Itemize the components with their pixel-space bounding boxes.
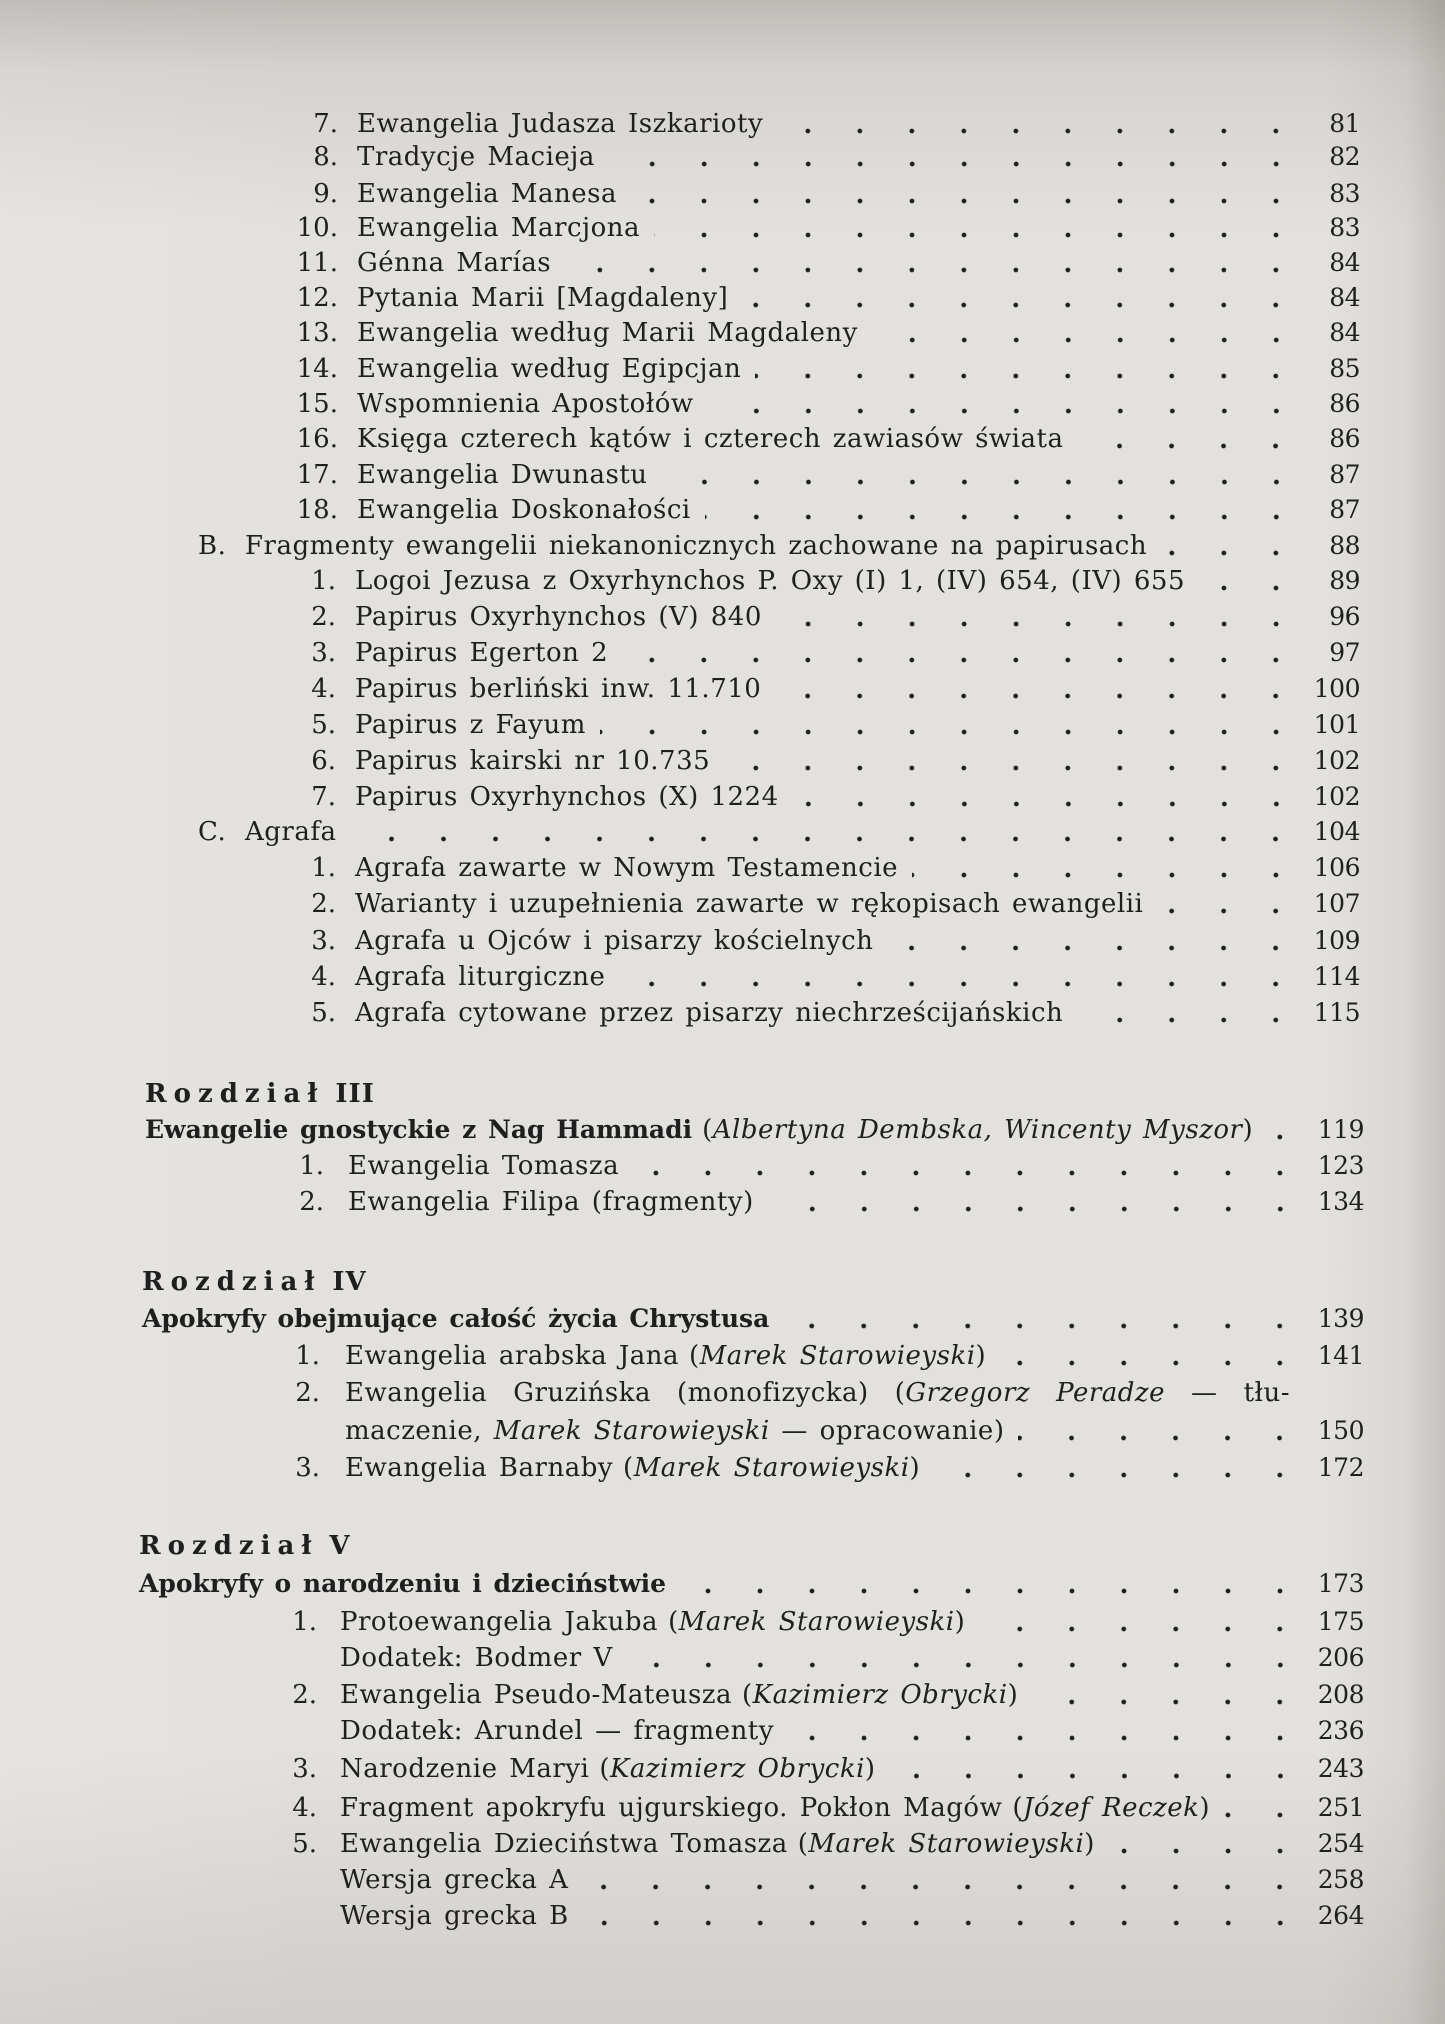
page-number: 107 xyxy=(1313,889,1360,918)
entry-title: Ewangelia Marcjona xyxy=(357,213,640,243)
toc-entry xyxy=(280,564,1360,598)
entry-title: Księga czterech kątów i czterech zawiasów świata xyxy=(357,424,1064,454)
entry-text: ) xyxy=(1199,1793,1211,1823)
entry-text: ) xyxy=(1007,1680,1019,1710)
entry-number: 3. xyxy=(295,1453,320,1483)
entry-text: ) xyxy=(864,1754,876,1784)
dot-leader xyxy=(708,387,1302,421)
entry-text: ( xyxy=(742,1680,753,1710)
chapter-title-row xyxy=(142,1302,1364,1336)
toc-entry xyxy=(261,1791,1364,1825)
toc-entry xyxy=(282,316,1360,350)
chapter-heading xyxy=(142,1265,1364,1299)
page-number: 102 xyxy=(1313,782,1360,811)
toc-entry xyxy=(261,1899,1364,1933)
entry-number: 7. xyxy=(311,782,336,812)
entry-title: Agrafa liturgiczne xyxy=(355,962,606,992)
dot-leader xyxy=(768,1185,1306,1219)
entry-number: 1. xyxy=(295,1341,320,1371)
entry-title: Papirus z Fayum xyxy=(355,710,586,740)
entry-title: Ewangelia Dwunastu xyxy=(357,460,648,490)
entry-number: 1. xyxy=(292,1607,317,1637)
toc-entry xyxy=(280,996,1360,1030)
entry-title: Narodzenie Maryi xyxy=(340,1754,590,1784)
dot-leader xyxy=(622,636,1302,670)
toc-entry xyxy=(264,1339,1364,1373)
section-row xyxy=(198,815,1360,849)
entry-number: 3. xyxy=(311,926,336,956)
credit xyxy=(623,1451,920,1485)
toc-entry xyxy=(282,493,1360,527)
entry-text: ) xyxy=(909,1453,921,1483)
page-number: 86 xyxy=(1329,424,1360,453)
author-name: Marek Starowieyski xyxy=(633,1453,910,1483)
entry-number: 5. xyxy=(311,998,336,1028)
dot-leader xyxy=(912,851,1302,885)
dot-leader xyxy=(724,744,1302,778)
entry-title: Protoewangelia Jakuba xyxy=(340,1607,659,1637)
toc-entry xyxy=(268,1185,1364,1219)
entry-text: maczenie, xyxy=(345,1416,494,1446)
page-number: 82 xyxy=(1329,142,1360,171)
dot-leader xyxy=(1161,529,1302,563)
page-number: 81 xyxy=(1329,109,1360,138)
section-title: Agrafa xyxy=(245,817,337,847)
page-number: 254 xyxy=(1317,1829,1364,1858)
chapter-title: Apokryfy o narodzeniu i dzieciństwie xyxy=(139,1569,667,1598)
chapter-word: Rozdział xyxy=(142,1267,322,1297)
page-number: 251 xyxy=(1317,1793,1364,1822)
entry-title: Ewangelia Judasza Iszkarioty xyxy=(357,109,764,139)
dot-leader xyxy=(582,1863,1306,1897)
dot-leader xyxy=(600,708,1302,742)
entry-title: Ewangelia Doskonałości xyxy=(357,495,691,525)
chapter-title-row xyxy=(139,1567,1364,1601)
credit xyxy=(599,1752,875,1786)
credit xyxy=(742,1678,1018,1712)
page-number: 101 xyxy=(1313,710,1360,739)
entry-title: Ewangelia Tomasza xyxy=(348,1151,620,1181)
dot-leader xyxy=(565,246,1302,280)
chapter-word: Rozdział xyxy=(145,1079,325,1109)
toc-entry xyxy=(261,1641,1364,1675)
toc-entry xyxy=(280,636,1360,670)
dot-leader xyxy=(788,1714,1306,1748)
chapter-numeral: IV xyxy=(332,1267,367,1297)
entry-text: ( xyxy=(702,1115,713,1145)
page-number: 115 xyxy=(1313,998,1360,1027)
entry-title xyxy=(345,1414,1004,1448)
chapter-numeral: V xyxy=(329,1531,351,1561)
chapter-title: Apokryfy obejmujące całość życia Chrystusa xyxy=(142,1304,770,1333)
entry-title: Tradycje Macieja xyxy=(357,142,595,172)
section-label: C. xyxy=(198,817,227,847)
entry-title: Ewangelia Filipa (fragmenty) xyxy=(348,1187,754,1217)
page-number: 258 xyxy=(1317,1865,1364,1894)
toc-entry xyxy=(261,1605,1364,1639)
entry-number: 3. xyxy=(292,1754,317,1784)
page-number: 87 xyxy=(1329,495,1360,524)
author-name: Marek Starowieyski xyxy=(808,1829,1085,1859)
toc-entry xyxy=(282,246,1360,280)
toc-entry xyxy=(282,211,1360,245)
page-number: 150 xyxy=(1317,1416,1364,1445)
chapter-numeral: III xyxy=(335,1079,375,1109)
dot-leader xyxy=(633,1149,1306,1183)
dot-leader xyxy=(755,352,1302,386)
page-number: 84 xyxy=(1329,318,1360,347)
author-name: Albertyna Dembska, Wincenty Myszor xyxy=(712,1115,1243,1145)
page-number: 123 xyxy=(1317,1151,1364,1180)
entry-number: 16. xyxy=(296,424,338,454)
dot-leader xyxy=(631,177,1302,211)
entry-title: Wersja grecka A xyxy=(340,1865,569,1895)
entry-title: Pytania Marii [Magdaleny] xyxy=(357,283,729,313)
dot-leader xyxy=(1157,887,1302,921)
toc-entry xyxy=(282,177,1360,211)
author-name: Józef Reczek xyxy=(1022,1793,1200,1823)
entry-text: ( xyxy=(689,1341,700,1371)
page-number: 84 xyxy=(1329,248,1360,277)
page-number: 87 xyxy=(1329,460,1360,489)
dot-leader xyxy=(783,1302,1306,1336)
entry-title: Papirus Egerton 2 xyxy=(355,638,609,668)
entry-number: 1. xyxy=(299,1151,324,1181)
entry-number: 7. xyxy=(313,109,338,139)
page-number: 97 xyxy=(1329,638,1360,667)
entry-title xyxy=(345,1376,1290,1410)
entry-title: Papirus Oxyrhynchos (V) 840 xyxy=(355,602,762,632)
entry-title: Agrafa zawarte w Nowym Testamencie xyxy=(355,853,899,883)
author-name: Marek Starowieyski xyxy=(493,1416,770,1446)
entry-number: 4. xyxy=(292,1793,317,1823)
entry-number: 4. xyxy=(311,962,336,992)
toc-entry xyxy=(282,422,1360,456)
dot-leader xyxy=(775,672,1302,706)
credit xyxy=(668,1605,965,1639)
author-name: Marek Starowieyski xyxy=(699,1341,976,1371)
dot-leader xyxy=(979,1605,1306,1639)
dot-leader xyxy=(1267,1113,1306,1147)
entry-number: 12. xyxy=(296,283,338,313)
entry-text: ) xyxy=(1242,1115,1254,1145)
dot-leader xyxy=(583,1899,1306,1933)
page-number: 208 xyxy=(1317,1680,1364,1709)
entry-title: Ewangelia Manesa xyxy=(357,179,618,209)
page-number: 100 xyxy=(1313,674,1360,703)
entry-number: 6. xyxy=(311,746,336,776)
entry-title: Ewangelia arabska Jana xyxy=(345,1341,680,1371)
entry-title: Papirus kairski nr 10.735 xyxy=(355,746,711,776)
entry-title: Wersja grecka B xyxy=(340,1901,569,1931)
entry-number: 2. xyxy=(311,602,336,632)
entry-title: Ewangelia Pseudo-Mateusza xyxy=(340,1680,733,1710)
dot-leader xyxy=(793,780,1302,814)
entry-title: Dodatek: Arundel — fragmenty xyxy=(340,1716,774,1746)
entry-title: Papirus Oxyrhynchos (X) 1224 xyxy=(355,782,779,812)
dot-leader xyxy=(1032,1678,1306,1712)
page-number: 109 xyxy=(1313,926,1360,955)
entry-title: Warianty i uzupełnienia zawarte w rękopisach ewangelii xyxy=(355,889,1144,919)
entry-text: ( xyxy=(797,1829,809,1859)
toc-entry xyxy=(280,744,1360,778)
dot-leader xyxy=(776,600,1302,634)
dot-leader xyxy=(705,493,1302,527)
section-label: B. xyxy=(198,531,227,561)
entry-title: Logoi Jezusa z Oxyrhynchos P. Oxy (I) 1, (IV) 654, (IV) 655 xyxy=(355,566,1186,596)
dot-leader xyxy=(627,1641,1306,1675)
toc-entry xyxy=(261,1678,1364,1712)
page-number: 89 xyxy=(1329,566,1360,595)
entry-title: Ewangelia Barnaby xyxy=(345,1453,614,1483)
dot-leader xyxy=(742,281,1302,315)
entry-text: ( xyxy=(599,1754,610,1784)
toc-entry xyxy=(282,140,1360,174)
entry-text: ( xyxy=(668,1607,679,1637)
page-number: 172 xyxy=(1317,1453,1364,1482)
entry-title: Wspomnienia Apostołów xyxy=(357,389,694,419)
page-number: 114 xyxy=(1313,962,1360,991)
dot-leader xyxy=(680,1567,1306,1601)
chapter-title-row xyxy=(145,1113,1364,1147)
entry-number: 9. xyxy=(313,179,338,209)
dot-leader xyxy=(777,107,1302,141)
entry-number: 2. xyxy=(311,889,336,919)
entry-text: ) xyxy=(954,1607,966,1637)
page-number: 96 xyxy=(1329,602,1360,631)
page-number: 83 xyxy=(1329,179,1360,208)
entry-text: ( xyxy=(1012,1793,1023,1823)
author-name: Kazimierz Obrycki xyxy=(610,1754,865,1784)
entry-text: — tłu- xyxy=(1165,1378,1290,1408)
entry-text: ) xyxy=(1084,1829,1095,1859)
toc-entry xyxy=(264,1414,1364,1448)
entry-title: Agrafa cytowane przez pisarzy niechrześcijańskich xyxy=(355,998,1064,1028)
entry-number: 2. xyxy=(299,1187,324,1217)
page-number: 236 xyxy=(1317,1716,1364,1745)
dot-leader xyxy=(1109,1827,1306,1861)
toc-entry xyxy=(264,1451,1364,1485)
dot-leader xyxy=(887,924,1302,958)
entry-number: 2. xyxy=(292,1680,317,1710)
page-number: 264 xyxy=(1317,1901,1364,1930)
toc-entry xyxy=(282,281,1360,315)
entry-number: 15. xyxy=(296,389,338,419)
dot-leader xyxy=(654,211,1302,245)
page-number: 175 xyxy=(1317,1607,1364,1636)
author-name: Grzegorz Peradze xyxy=(905,1378,1165,1408)
section-title: Fragmenty ewangelii niekanonicznych zachowane na papirusach xyxy=(245,531,1148,561)
toc-entry xyxy=(264,1376,1290,1410)
page-number: 139 xyxy=(1317,1304,1364,1333)
toc-entry xyxy=(282,387,1360,421)
page-number: 85 xyxy=(1329,354,1360,383)
entry-title: Agrafa u Ojców i pisarzy kościelnych xyxy=(355,926,874,956)
page-number: 173 xyxy=(1317,1569,1364,1598)
dot-leader xyxy=(1224,1791,1306,1825)
dot-leader xyxy=(1077,422,1302,456)
credit xyxy=(702,1113,1253,1147)
chapter-title: Ewangelie gnostyckie z Nag Hammadi xyxy=(145,1115,693,1144)
page-number: 88 xyxy=(1329,531,1360,560)
chapter-heading xyxy=(145,1077,1364,1111)
section-row xyxy=(198,529,1360,563)
toc-entry xyxy=(261,1752,1364,1786)
entry-title: Ewangelia według Marii Magdaleny xyxy=(357,318,858,348)
toc-entry xyxy=(280,924,1360,958)
toc-entry xyxy=(282,458,1360,492)
credit xyxy=(689,1339,986,1373)
page-number: 134 xyxy=(1317,1187,1364,1216)
entry-text: ) xyxy=(975,1341,987,1371)
toc-entry xyxy=(261,1863,1364,1897)
dot-leader xyxy=(1077,996,1302,1030)
toc-entry xyxy=(282,107,1360,141)
page-number: 141 xyxy=(1317,1341,1364,1370)
page-number: 83 xyxy=(1329,213,1360,242)
entry-number: 10. xyxy=(296,213,338,243)
dot-leader xyxy=(662,458,1302,492)
dot-leader xyxy=(1018,1414,1306,1448)
author-name: Marek Starowieyski xyxy=(678,1607,955,1637)
dot-leader xyxy=(934,1451,1306,1485)
page-number: 106 xyxy=(1313,853,1360,882)
entry-title: Génna Marías xyxy=(357,248,552,278)
dot-leader xyxy=(890,1752,1306,1786)
page-number: 102 xyxy=(1313,746,1360,775)
toc-entry xyxy=(261,1827,1364,1861)
entry-number: 18. xyxy=(296,495,338,525)
toc-entry xyxy=(280,708,1360,742)
chapter-heading xyxy=(139,1529,1364,1563)
dot-leader xyxy=(609,140,1302,174)
entry-title: Fragment apokryfu ujgurskiego. Pokłon Magów xyxy=(340,1793,1003,1823)
entry-title: Ewangelia Dzieciństwa Tomasza xyxy=(340,1829,788,1859)
page-number: 86 xyxy=(1329,389,1360,418)
toc-entry xyxy=(261,1714,1364,1748)
entry-text: Ewangelia Gruzińska (monofizycka) ( xyxy=(345,1378,906,1408)
entry-text: — opracowanie) xyxy=(769,1416,1005,1446)
page-number: 104 xyxy=(1313,817,1360,846)
entry-number: 1. xyxy=(311,566,336,596)
toc-entry xyxy=(280,780,1360,814)
entry-number: 5. xyxy=(311,710,336,740)
entry-number: 2. xyxy=(295,1378,320,1408)
toc-entry xyxy=(280,960,1360,994)
page-number: 243 xyxy=(1317,1754,1364,1783)
entry-number: 11. xyxy=(296,248,338,278)
entry-number: 4. xyxy=(311,674,336,704)
entry-number: 17. xyxy=(296,460,338,490)
entry-number: 14. xyxy=(296,354,338,384)
entry-title: Ewangelia według Egipcjan xyxy=(357,354,742,384)
author-name: Kazimierz Obrycki xyxy=(752,1680,1008,1710)
dot-leader xyxy=(1000,1339,1306,1373)
dot-leader xyxy=(872,316,1302,350)
entry-title: Dodatek: Bodmer V xyxy=(340,1643,613,1673)
credit xyxy=(1012,1791,1210,1825)
entry-number: 3. xyxy=(311,638,336,668)
page-number: 206 xyxy=(1317,1643,1364,1672)
page-number: 84 xyxy=(1329,283,1360,312)
dot-leader xyxy=(350,815,1302,849)
toc-entry xyxy=(268,1149,1364,1183)
credit xyxy=(798,1827,1095,1861)
toc-entry xyxy=(282,352,1360,386)
entry-number: 5. xyxy=(292,1829,317,1859)
toc-entry xyxy=(280,600,1360,634)
toc-entry xyxy=(280,672,1360,706)
page-number: 119 xyxy=(1317,1115,1364,1144)
entry-title: Papirus berliński inw. 11.710 xyxy=(355,674,762,704)
entry-number: 1. xyxy=(311,853,336,883)
entry-number: 8. xyxy=(313,142,338,172)
dot-leader xyxy=(619,960,1302,994)
dot-leader xyxy=(1199,564,1302,598)
toc-entry xyxy=(280,851,1360,885)
entry-number: 13. xyxy=(296,318,338,348)
entry-text: ( xyxy=(623,1453,634,1483)
toc-entry xyxy=(280,887,1360,921)
chapter-word: Rozdział xyxy=(139,1531,319,1561)
